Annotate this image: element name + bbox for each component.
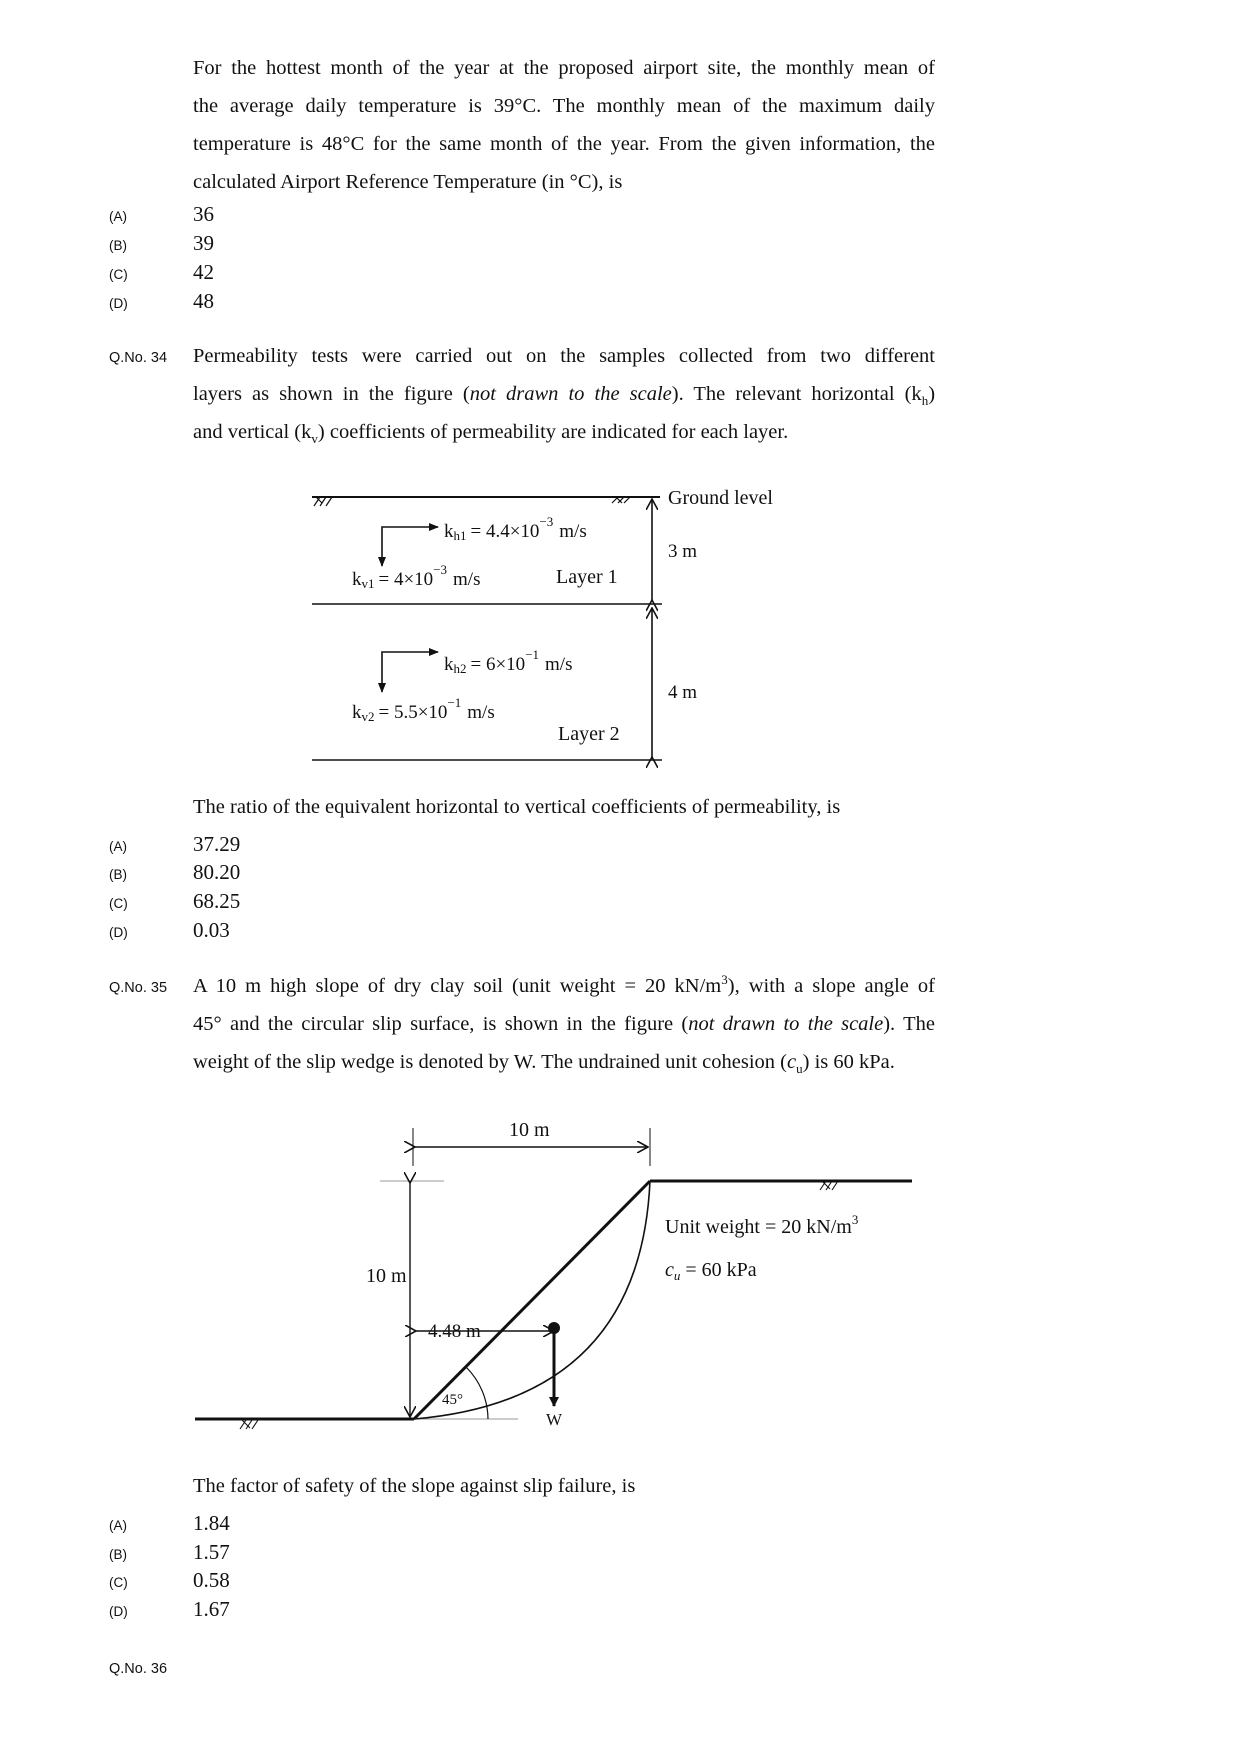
q35-line-2b: ). The	[883, 1013, 935, 1035]
height-label: 10 m	[366, 1265, 407, 1287]
width-label: 10 m	[509, 1119, 550, 1141]
q34-line-3b: ) coefficients of permeability are indicated for each layer.	[317, 421, 789, 443]
q34-option-c-label: (C)	[109, 896, 128, 911]
q34-stem: The ratio of the equivalent horizontal to vertical coefficients of permeability, is	[193, 796, 841, 818]
depth1-label: 3 m	[668, 541, 698, 562]
q36-number: Q.No. 36	[109, 1661, 168, 1677]
q33-line-4: calculated Airport Reference Temperature (in °C), is	[193, 171, 623, 193]
q33-question-text	[193, 49, 935, 201]
q35-question-text	[193, 967, 935, 1081]
q34-line-1: Permeability tests were carried out on the samples collected from two different	[193, 345, 935, 367]
q33-option-d-value[interactable]: 48	[193, 289, 214, 313]
q33-option-a-value[interactable]: 36	[193, 202, 214, 226]
q35-line-1	[193, 967, 935, 1005]
q34-option-d-label: (D)	[109, 925, 128, 940]
q34-italic-note: not drawn to the scale	[469, 383, 672, 405]
q34-line-2a: layers as shown in the figure (	[193, 383, 470, 405]
q34-option-a-label: (A)	[109, 839, 127, 854]
q35-option-d-value[interactable]: 1.67	[193, 1597, 230, 1621]
q35-stem: The factor of safety of the slope against slip failure, is	[193, 1475, 636, 1497]
q34-option-a-value[interactable]: 37.29	[193, 832, 241, 856]
q35-option-b-value[interactable]: 1.57	[193, 1540, 230, 1564]
q35-cu-sub: u	[796, 1061, 803, 1077]
q35-slope-figure	[0, 1090, 1240, 1430]
cohesion-label: $c_u = 60$ kPa	[665, 1259, 757, 1283]
q35-line-1b: ), with a slope angle of	[727, 975, 935, 997]
q33-option-d-label: (D)	[109, 296, 128, 311]
q35-option-d-label: (D)	[109, 1604, 128, 1619]
ground-level-label: Ground level	[668, 487, 773, 509]
q34-question-text	[193, 337, 935, 451]
slope-face	[414, 1181, 650, 1419]
layer1-label: Layer 1	[556, 566, 618, 588]
q34-number: Q.No. 34	[109, 350, 168, 366]
q33-line-1: For the hottest month of the year at the proposed airport site, the monthly mean of	[193, 57, 935, 79]
q33-option-b-label: (B)	[109, 238, 127, 253]
q34-line-3	[193, 413, 935, 451]
q35-number: Q.No. 35	[109, 980, 168, 996]
kv2-label: $kv2 = 5.5\times 10^{-1}$ m/s	[352, 695, 495, 724]
q34-line-2c: )	[928, 383, 936, 405]
q33-option-b-value[interactable]: 39	[193, 231, 214, 255]
q34-option-b-value[interactable]: 80.20	[193, 860, 241, 884]
q33-option-c-label: (C)	[109, 267, 128, 282]
q35-line-2a: 45° and the circular slip surface, is shown in the figure (	[193, 1013, 689, 1035]
q35-line-3	[193, 1043, 935, 1081]
depth2-label: 4 m	[668, 682, 698, 703]
q35-option-b-label: (B)	[109, 1547, 127, 1562]
q33-option-c-value[interactable]: 42	[193, 260, 214, 284]
kv1-label: $kv1 = 4\times 10^{-3}$ m/s	[352, 562, 481, 591]
layer1-flow-arrows	[382, 527, 438, 566]
q35-line-3a: weight of the slip wedge is denoted by W. The undrained unit cohesion (	[193, 1051, 788, 1073]
q35-option-c-value[interactable]: 0.58	[193, 1568, 230, 1592]
lever-arm-label: 4.48 m	[428, 1321, 481, 1342]
q34-option-c-value[interactable]: 68.25	[193, 889, 241, 913]
q35-line-3b: ) is 60 kPa.	[802, 1051, 895, 1073]
toe-hatch	[238, 1420, 258, 1429]
kh2-label: $kh2 = 6\times 10^{-1}$ m/s	[444, 647, 573, 676]
q33-line-3: temperature is 48°C for the same month of the year. From the given information, the	[193, 133, 935, 155]
q34-line-3a: and vertical (k	[193, 421, 312, 443]
q35-option-c-label: (C)	[109, 1575, 128, 1590]
unit-weight-label: Unit weight = 20 $kN/m^3$	[665, 1212, 859, 1238]
q35-unit-sup: 3	[721, 972, 728, 988]
layer2-label: Layer 2	[558, 723, 620, 745]
q35-cu-italic: c	[787, 1051, 797, 1073]
q34-line-2	[193, 375, 935, 413]
q35-line-1a: A 10 m high slope of dry clay soil (unit weight = 20 kN/m	[193, 975, 722, 997]
q35-line-2	[193, 1005, 935, 1043]
angle-label: 45°	[442, 1392, 463, 1408]
q35-italic-note: not drawn to the scale	[688, 1013, 884, 1035]
q34-permeability-figure	[0, 470, 1240, 770]
q33-option-a-label: (A)	[109, 209, 127, 224]
weight-label: W	[546, 1410, 563, 1429]
q34-kv-sub: v	[311, 431, 318, 447]
q35-option-a-label: (A)	[109, 1518, 127, 1533]
q33-line-2: the average daily temperature is 39°C. The monthly mean of the maximum daily	[193, 95, 935, 117]
q34-kh-sub: h	[921, 393, 929, 409]
q34-line-2b: ). The relevant horizontal (k	[671, 383, 922, 405]
layer2-flow-arrows	[382, 652, 438, 692]
ground-hatch-left	[312, 497, 332, 506]
q34-option-b-label: (B)	[109, 867, 127, 882]
kh1-label: $kh1 = 4.4\times 10^{-3}$ m/s	[444, 514, 587, 543]
q35-option-a-value[interactable]: 1.84	[193, 1511, 230, 1535]
q34-option-d-value[interactable]: 0.03	[193, 918, 230, 942]
